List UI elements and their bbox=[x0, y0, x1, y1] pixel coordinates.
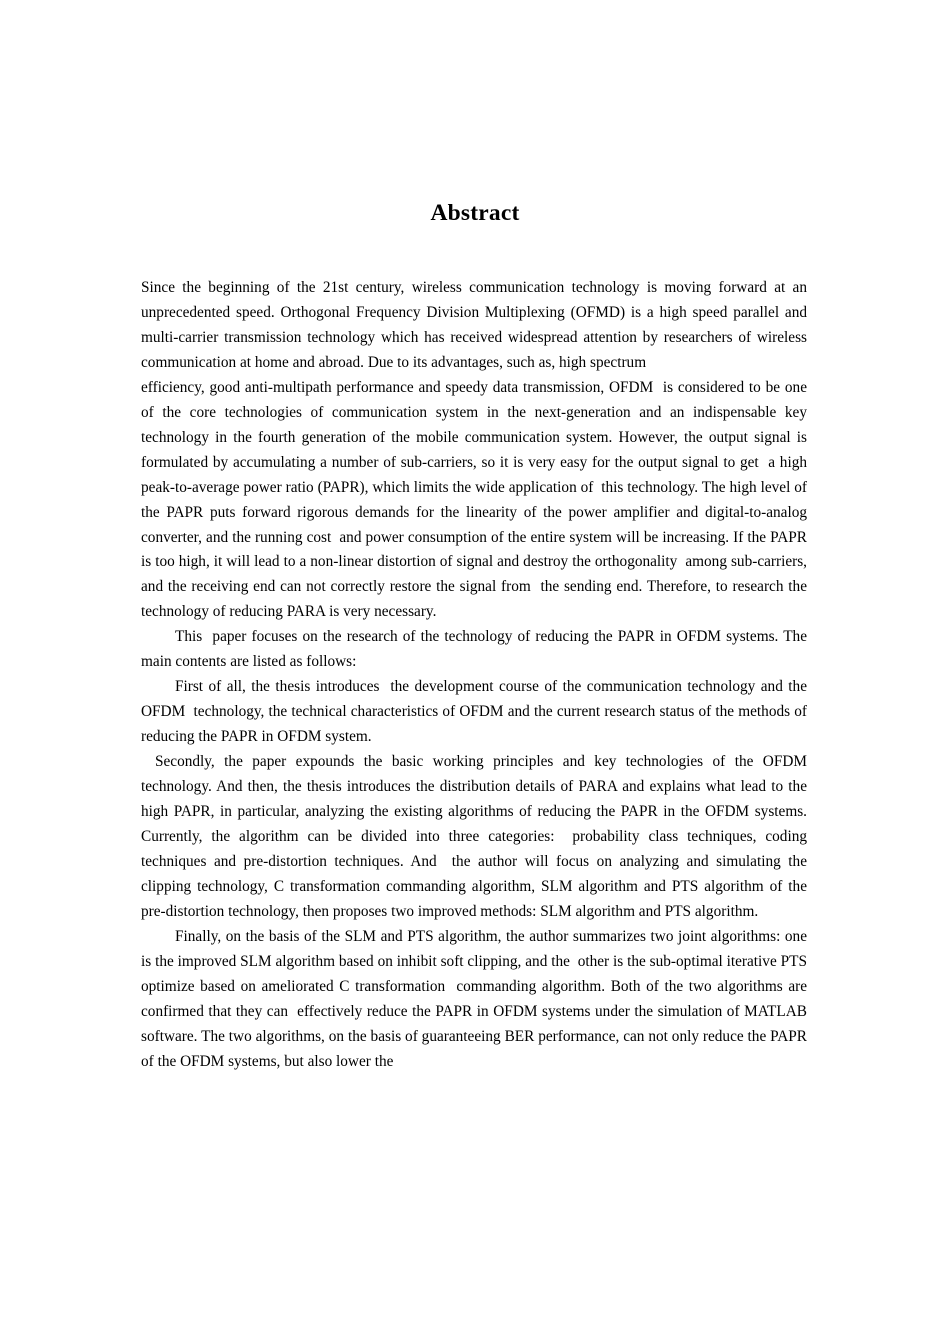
abstract-body bbox=[141, 276, 815, 1075]
abstract-paragraph: efficiency, good anti-multipath performance and speedy data transmission, OFDM is considered to be one of the core technologies of communication system in the next-generation and an indispensable key technology in the fourth generation of the mobile communication system. However, the output signal is formulated by accumulating a number of sub-carriers, so it is very easy for the output signal to get a high peak-to-average power ratio (PAPR), which limits the wide application of this technology. The high level of the PAPR puts forward rigorous demands for the linearity of the power amplifier and digital-to-analog converter, and the running cost and power consumption of the entire system will be increasing. If the PAPR is too high, it will lead to a non-linear distortion of signal and destroy the orthogonality among sub-carriers, and the receiving end can not correctly restore the signal from the sending end. Therefore, to research the technology of reducing PARA is very necessary. bbox=[141, 378, 811, 621]
abstract-paragraph: This paper focuses on the research of the technology of reducing the PAPR in OFDM systems. The main contents are listed as follows: bbox=[141, 628, 811, 671]
page-title: Abstract bbox=[430, 199, 520, 226]
abstract-paragraph: Secondly, the paper expounds the basic working principles and key technologies of the OFDM technology. And then, the thesis introduces the distribution details of PARA and explains what lead to the high PAPR, in particular, analyzing the existing algorithms of reducing the PAPR in the OFDM systems. Currently, the algorithm can be divided into three categories: probability class techniques, coding techniques and pre-distortion techniques. And the author will focus on analyzing and simulating the clipping technology, C transformation commanding algorithm, SLM algorithm and PTS algorithm of the pre-distortion technology, then proposes two improved methods: SLM algorithm and PTS algorithm. bbox=[141, 753, 815, 920]
abstract-paragraph: Finally, on the basis of the SLM and PTS algorithm, the author summarizes two joint algorithms: one is the improved SLM algorithm based on inhibit soft clipping, and the other is the sub-optimal iterative PTS optimize based on ameliorated C transformation commanding algorithm. Both of the two algorithms are confirmed that they can effectively reduce the PAPR in OFDM systems under the simulation of MATLAB software. The two algorithms, on the basis of guaranteeing BER performance, can not only reduce the PAPR of the OFDM systems, but also lower the bbox=[141, 927, 811, 1070]
abstract-paragraph: First of all, the thesis introduces the development course of the communication technology and the OFDM technology, the technical characteristics of OFDM and the current research status of the methods of reducing the PAPR in OFDM system. bbox=[141, 678, 811, 746]
abstract-paragraph: Since the beginning of the 21st century, wireless communication technology is moving forward at an unprecedented speed. Orthogonal Frequency Division Multiplexing (OFMD) is a high speed parallel and multi-carrier transmission technology which has received widespread attention by researchers of wireless communication at home and abroad. Due to its advantages, such as, high spectrum bbox=[141, 279, 811, 371]
